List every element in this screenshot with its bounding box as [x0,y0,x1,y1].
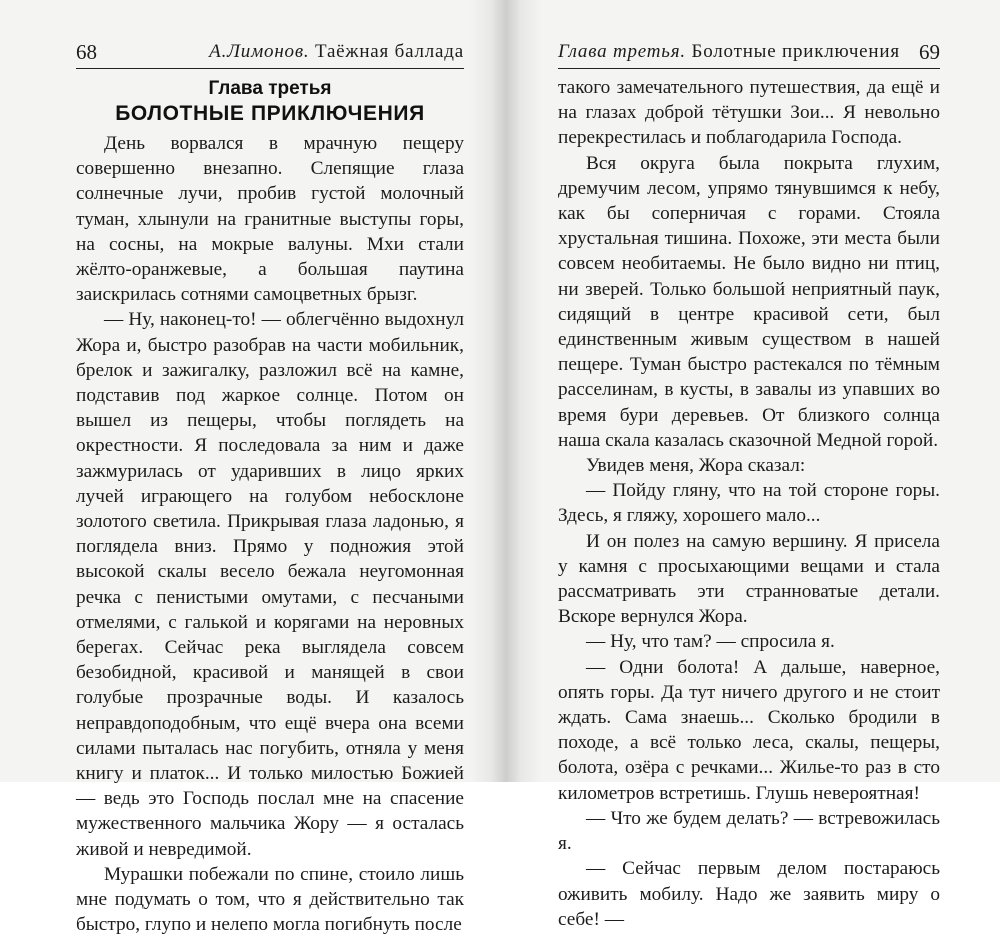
left-running-head [209,36,464,68]
paragraph: Вся округа была покрыта глухим, дремучим лесом, упрямо тянувшимся к небу, как бы соперничая с горами. Стояла хрустальная тишина. Похоже, эти места были совсем необитаемы. Не было видно ни птиц, ни зверей. Только большой неприятный паук, сидящий в центре красивой сети, был единственным живым существом в нашей пещере. Туман быстро растекался по тёмным расселинам, в кусты, в завалы из упавших во время бури деревьев. От близкого солнца наша скала казалась сказочной Медной горой. [558,152,940,451]
chapter-title: БОЛОТНЫЕ ПРИКЛЮЧЕНИЯ [115,102,425,125]
left-page-number: 68 [76,40,97,64]
left-page-header [76,36,464,69]
paragraph: — Одни болота! А дальше, наверное, опять горы. Да тут ничего другого и не стоит ждать. Сама знаешь... Сколько бродили в походе, а всё только леса, скалы, пещеры, болота, озёра с речками... Жилье-то раз в сто километров встретишь. Глушь невероятная! [558,656,940,804]
chapter-running-title: Болотные приключения [691,41,900,62]
paragraph-continued: такого замечательного путешествия, да ещё и на глазах доброй тётушки Зои... Я невольно перекрестилась и поблагодарила Господа. [558,77,940,149]
paragraph: — Сейчас первым делом постараюсь оживить мобилу. Надо же заявить миру о себе! — [558,858,940,930]
paragraph: День ворвался в мрачную пещеру совершенно внезапно. Слепящие глаза солнечные лучи, пробив густой молочный туман, хлынули на гранитные выступы горы, на сосны, на мокрые валуны. Мхи стали жёлто-оранжевые, а большая паутина заискрилась сотнями самоцветных брызг. [76,133,464,306]
book-title: Таёжная баллада [315,41,464,62]
paragraph: — Пойду гляну, что на той стороне горы. Здесь, я гляжу, хорошего мало... [558,480,940,527]
right-running-head [558,36,900,68]
right-page-body [558,75,940,932]
left-page-body [76,131,464,938]
paragraph: Увидев меня, Жора сказал: [586,455,806,477]
paragraph: — Ну, что там? — спросила я. [586,631,835,653]
right-page-number: 69 [919,40,940,64]
paragraph: — Что же будем делать? — встревожилась я. [558,807,940,855]
paragraph: — Ну, наконец-то! — облегчённо выдохнул Жора и, быстро разобрав на части мобильник, брелок и зажигалку, разложил всё на камне, подставив под жаркое солнце. Потом он вышел из пещеры, чтобы поглядеть на окрестности. Я последовала за ним и даже зажмурилась от ударивших в лицо ярких лучей играющего на голубом небосклоне золотого светила. Прикрывая глаза ладонью, я поглядела вниз. Прямо у подножия этой высокой скалы весело бежала неугомонная речка с пенистыми омутами, с песчаными отмелями, с галькой и корягами на неровных берегах. Сейчас река выглядела совсем безобидной, красивой и манящей в свои голубые прозрачные воды. И казалось неправдоподобным, что ещё вчера она всеми силами пыталась нас погубить, отняла у меня книгу и платок... И только милостью Божией — ведь это Господь послал мне на спасение мужественного мальчика Жору — я осталась живой и невредимой. [76,309,464,860]
author-name: А.Лимонов. [209,41,310,62]
right-page [500,0,1000,930]
paragraph: И он полез на самую вершину. Я присела у камня с просыхающими вещами и стала рассматривать эти странноватые детали. Вскоре вернулся Жора. [558,530,940,628]
paragraph: Мурашки побежали по спине, стоило лишь мне подумать о том, что я действительно так быстро, глупо и нелепо могла погибнуть после [76,863,464,936]
left-page [0,0,500,936]
right-page-header [558,36,940,69]
chapter-running-label: Глава третья. [558,41,686,62]
chapter-label: Глава третья [208,78,332,99]
